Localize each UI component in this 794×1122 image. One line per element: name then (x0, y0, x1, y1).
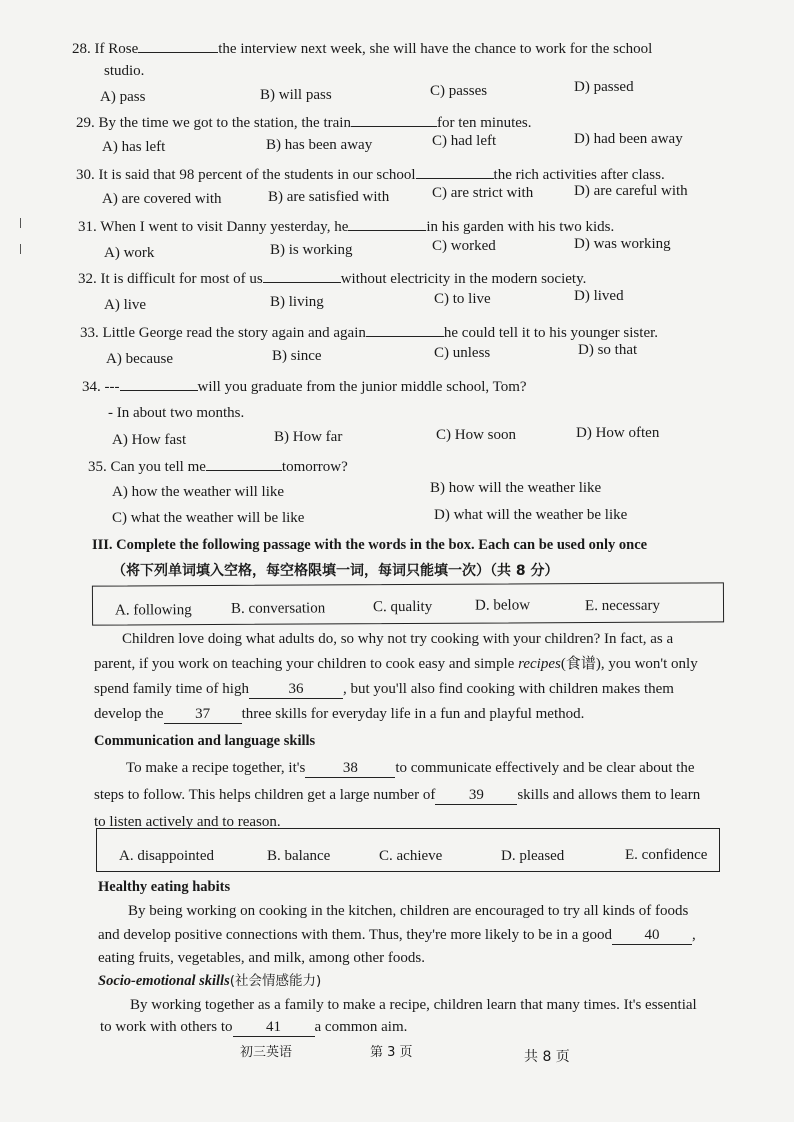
question-text: --- (104, 379, 120, 395)
section-heading-cn: （将下列单词填入空格，每空格限填一词，每词只能填一次）（共 8 分） (112, 563, 559, 579)
answer-blank[interactable] (416, 164, 494, 179)
option[interactable]: C) unless (434, 345, 491, 361)
question-text: without electricity in the modern society. (340, 271, 587, 287)
footer-subject: 初三英语 (240, 1045, 293, 1060)
passage-line: By working together as a family to make a recipe, children learn that many times. It's essential (130, 997, 697, 1013)
question-28 (72, 38, 652, 58)
passage-text: , (691, 927, 696, 943)
word-option: C. achieve (379, 848, 443, 864)
blank-41[interactable]: 41 (233, 1018, 315, 1037)
option[interactable]: B) How far (274, 429, 343, 445)
passage-text: To make a recipe together, it's (126, 760, 306, 776)
option[interactable]: C) what the weather will be like (112, 510, 305, 526)
passage-text: parent, if you work on teaching your children to cook easy and simple (94, 656, 519, 672)
question-number: 30. (76, 167, 95, 183)
passage-text: , but you'll also find cooking with children makes them (342, 681, 674, 697)
passage-text: to work with others to (100, 1019, 233, 1035)
question-number: 35. (88, 459, 107, 475)
question-number: 32. (78, 271, 97, 287)
word-option: B. balance (267, 848, 331, 864)
blank-37[interactable]: 37 (164, 705, 242, 724)
question-34-reply (108, 404, 244, 422)
question-33 (80, 322, 658, 342)
option[interactable]: C) are strict with (432, 185, 534, 201)
passage-line: to listen actively and to reason. (94, 814, 281, 830)
answer-blank[interactable] (120, 376, 198, 391)
question-35 (88, 456, 348, 476)
option[interactable]: A) How fast (112, 432, 187, 448)
question-text: When I went to visit Danny yesterday, he (100, 219, 349, 235)
passage-line (126, 759, 695, 778)
subheading: Communication and language skills (94, 733, 316, 749)
question-29 (76, 112, 532, 132)
option[interactable]: C) to live (434, 291, 491, 307)
option[interactable]: D) How often (576, 425, 660, 441)
word-option: D. below (474, 597, 531, 614)
section-heading: III. Complete the following passage with the words in the box. Each can be used only once (92, 537, 648, 553)
option[interactable]: A) pass (100, 89, 146, 105)
option[interactable]: C) How soon (436, 427, 517, 443)
passage-text: steps to follow. This helps children get a large number of (94, 787, 436, 803)
option[interactable]: C) worked (432, 238, 496, 254)
passage-line (94, 655, 698, 673)
passage-text: a common aim. (314, 1019, 408, 1035)
question-number: 29. (76, 115, 95, 131)
passage-text: spend family time of high (94, 681, 249, 697)
answer-blank[interactable] (206, 456, 282, 471)
option[interactable]: D) are careful with (574, 183, 688, 199)
passage-text: to communicate effectively and be clear about the (395, 760, 695, 776)
question-28-cont (104, 62, 144, 80)
question-text: It is said that 98 percent of the students in our school (98, 167, 416, 183)
option[interactable]: A) how the weather will like (112, 484, 285, 500)
word-option: A. disappointed (119, 848, 214, 864)
question-text: he could tell it to his younger sister. (443, 325, 659, 341)
passage-line: Children love doing what adults do, so why not try cooking with your children? In fact, as a (122, 631, 674, 647)
question-text: Little George read the story again and again (102, 325, 366, 341)
word-option: E. necessary (584, 597, 661, 615)
blank-40[interactable]: 40 (612, 926, 692, 945)
question-text: the rich activities after class. (493, 167, 665, 183)
option[interactable]: A) because (106, 351, 174, 367)
question-31 (78, 216, 614, 236)
word-option: A. following (114, 602, 192, 619)
margin-tick (20, 218, 21, 228)
passage-line (98, 926, 696, 945)
question-number: 28. (72, 41, 91, 57)
question-text: for ten minutes. (436, 115, 532, 131)
option[interactable]: A) are covered with (102, 191, 222, 207)
subheading-text: Socio-emotional skills (98, 973, 230, 989)
word-option: E. confidence (625, 847, 708, 863)
passage-line: By being working on cooking in the kitchen, children are encouraged to try all kinds of foods (128, 903, 689, 919)
question-32 (78, 268, 586, 288)
option[interactable]: B) how will the weather like (430, 480, 602, 496)
passage-line (94, 705, 584, 724)
word-option: C. quality (372, 598, 433, 616)
option[interactable]: D) had been away (574, 131, 683, 147)
question-text: will you graduate from the junior middle school, Tom? (197, 379, 527, 395)
question-text: By the time we got to the station, the train (98, 115, 351, 131)
question-number: 34. (82, 379, 101, 395)
answer-blank[interactable] (138, 38, 218, 53)
option[interactable]: B) has been away (266, 137, 373, 153)
word-box-2 (96, 828, 720, 872)
subheading-cn: (社会情感能力) (229, 973, 322, 989)
passage-italic: recipes (518, 656, 561, 672)
question-text: Can you tell me (110, 459, 206, 475)
option[interactable]: C) passes (430, 83, 488, 99)
option[interactable]: A) live (104, 297, 147, 313)
blank-38[interactable]: 38 (305, 759, 395, 778)
question-text: studio. (104, 63, 145, 79)
blank-39[interactable]: 39 (435, 786, 517, 805)
subheading: Healthy eating habits (98, 879, 231, 895)
question-text: tomorrow? (281, 459, 348, 475)
footer-page: 第 3 页 (370, 1045, 413, 1060)
question-number: 31. (78, 219, 97, 235)
option[interactable]: B) will pass (260, 87, 332, 103)
option[interactable]: C) had left (432, 133, 497, 149)
subheading (98, 972, 321, 990)
question-text: It is difficult for most of us (100, 271, 263, 287)
option[interactable]: D) so that (578, 342, 638, 358)
option[interactable]: B) since (272, 348, 322, 364)
option[interactable]: D) passed (574, 79, 634, 95)
question-text: the interview next week, she will have the chance to work for the school (218, 41, 653, 57)
option[interactable]: A) work (104, 245, 155, 261)
passage-text: and develop positive connections with them. Thus, they're more likely to be in a good (98, 927, 612, 943)
question-text: in his garden with his two kids. (426, 219, 615, 235)
word-option: B. conversation (230, 600, 326, 617)
option[interactable]: A) has left (102, 139, 166, 155)
footer-total: 共 8 页 (524, 1049, 570, 1065)
option[interactable]: B) are satisfied with (268, 189, 390, 205)
question-text: If Rose (94, 41, 139, 57)
passage-text: (食谱), you won't only (560, 656, 698, 672)
margin-tick (20, 244, 21, 254)
answer-blank[interactable] (351, 112, 437, 127)
option[interactable]: D) was working (574, 236, 671, 252)
answer-blank[interactable] (263, 268, 341, 283)
blank-36[interactable]: 36 (249, 680, 343, 699)
question-34 (82, 376, 527, 396)
passage-line: eating fruits, vegetables, and milk, among other foods. (98, 950, 426, 966)
answer-blank[interactable] (348, 216, 426, 231)
passage-line (94, 786, 700, 805)
passage-line (94, 680, 674, 699)
answer-blank[interactable] (366, 322, 444, 337)
option[interactable]: B) is working (270, 242, 353, 258)
option[interactable]: D) lived (574, 288, 624, 304)
passage-line (100, 1018, 407, 1037)
passage-text: skills and allows them to learn (517, 787, 701, 803)
passage-text: three skills for everyday life in a fun and playful method. (241, 706, 585, 722)
word-option: D. pleased (501, 848, 565, 864)
question-number: 33. (80, 325, 99, 341)
question-text: - In about two months. (108, 405, 245, 421)
option[interactable]: D) what will the weather be like (434, 507, 628, 523)
passage-text: develop the (94, 706, 164, 722)
word-box-1 (92, 582, 724, 625)
option[interactable]: B) living (270, 294, 324, 310)
question-30 (76, 164, 665, 184)
